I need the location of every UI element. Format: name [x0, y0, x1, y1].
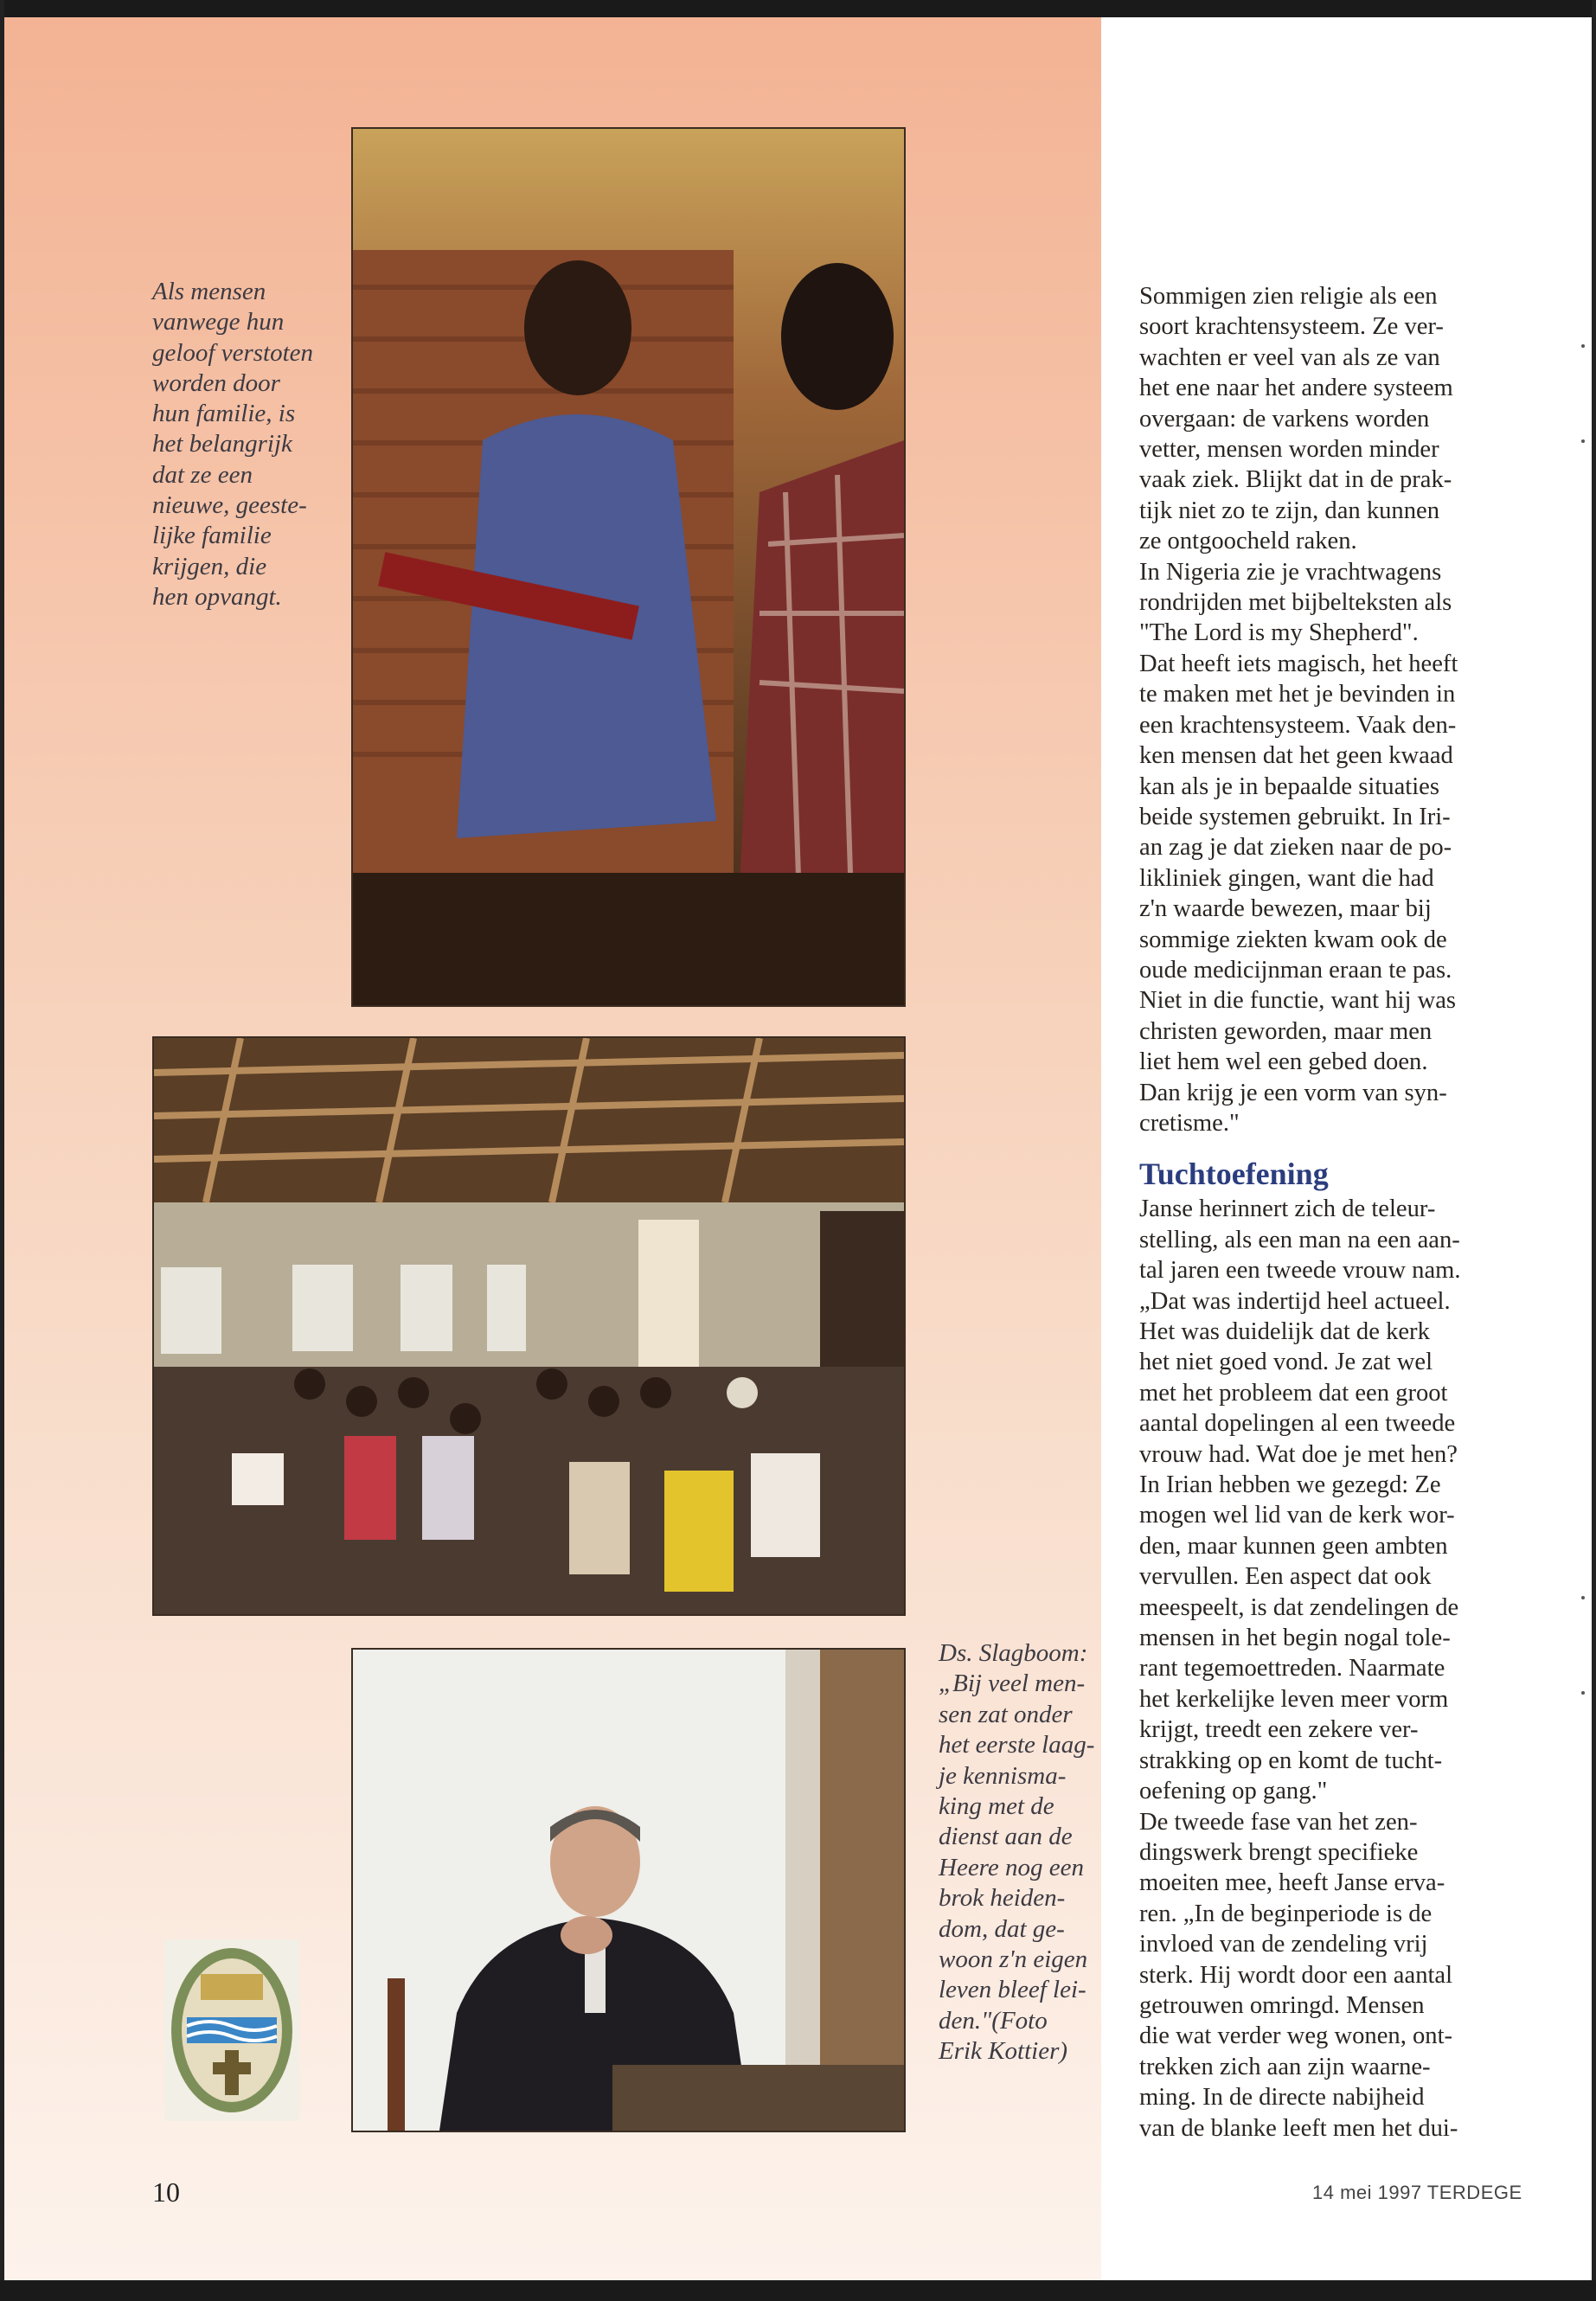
- article-body: [1139, 281, 1546, 2144]
- photo-minister-portrait: [351, 1648, 906, 2132]
- margin-mark: [1581, 344, 1585, 348]
- photo-church-congregation: [152, 1036, 906, 1616]
- caption-new-spiritual-family: Als mensen vanwege hun geloof verstoten worden door hun familie, is het belangrijk dat ze een nieuwe, geeste- lijke familie krijgen, die hen opvangt.: [152, 278, 314, 611]
- margin-mark: [1581, 439, 1585, 443]
- photo-women-reading-bible: [351, 127, 906, 1007]
- church-seal-emblem: [164, 1939, 299, 2121]
- article-paragraph: Sommigen zien religie als een soort krachtensysteem. Ze ver- wachten er veel van als ze van het ene naar het andere systeem overgaan: de varkens worden vetter, mensen worden minder vaak ziek. Blijkt dat in de prak- tijk niet zo te zijn, dan kunnen ze ontgoocheld raken.: [1139, 283, 1453, 555]
- page-number: 10: [152, 2176, 180, 2208]
- section-heading-tuchtoefening: Tuchtoefening: [1139, 1157, 1329, 1192]
- page-border-bottom: [0, 2280, 1596, 2301]
- margin-mark: [1581, 1596, 1585, 1599]
- margin-mark: [1581, 1691, 1585, 1695]
- page-border-top: [0, 0, 1596, 17]
- page-border-right: [1592, 0, 1596, 2301]
- article-paragraph: In Nigeria zie je vrachtwagens rondrijden met bijbelteksten als "The Lord is my Shepherd". Dat heeft iets magisch, het heeft te maken met het je bevinden in een krachtensysteem. Vaak den- ken mensen dat het geen kwaad kan als je in bepaalde situaties beide systemen gebruikt. In Iri- an zag je dat zieken naar de po- likliniek gingen, want die had z'n waarde bewezen, maar bij sommige ziekten kwam ook de oude medicijnman eraan te pas. Niet in die functie, want hij was christen geworden, maar men liet hem wel een gebed doen. Dan krijg je een vorm van syn- cretisme.": [1139, 558, 1458, 1137]
- article-paragraph: Janse herinnert zich de teleur- stelling, als een man na een aan- tal jaren een tweede vrouw nam. „Dat was indertijd heel actueel. Het was duidelijk dat de kerk het niet goed vond. Je zat wel met het probleem dat een groot aantal dopelingen al een tweede vrouw had. Wat doe je met hen? In Irian hebben we gezegd: Ze mogen wel lid van de kerk wor- den, maar kunnen geen ambten vervullen. Een aspect dat ook meespeelt, is dat zendelingen de mensen in het begin nogal tole- rant tegemoettreden. Naarmate het kerkelijke leven meer vorm krijgt, treedt een zekere ver- strakking op en komt de tucht- oefening op gang.": [1139, 1195, 1461, 1805]
- caption-ds-slagboom-quote: Ds. Slagboom: „Bij veel men- sen zat onder het eerste laag- je kennisma- king met de dienst aan de Heere nog een brok heiden- dom, dat ge- woon z'n eigen leven bleef lei- den."(Foto Erik Kottier): [939, 1639, 1095, 2066]
- footer-issue-date: 14 mei 1997 TERDEGE: [1312, 2182, 1522, 2203]
- article-paragraph: De tweede fase van het zen- dingswerk brengt specifieke moeiten mee, heeft Janse erva- ren. „In de beginperiode is de invloed van de zendeling vrij sterk. Hij wordt door een aantal getrouwen omringd. Mensen die wat verder weg wonen, ont- trekken zich aan zijn waarne- ming. In de directe nabijheid van de blanke leeft men het dui-: [1139, 1808, 1458, 2142]
